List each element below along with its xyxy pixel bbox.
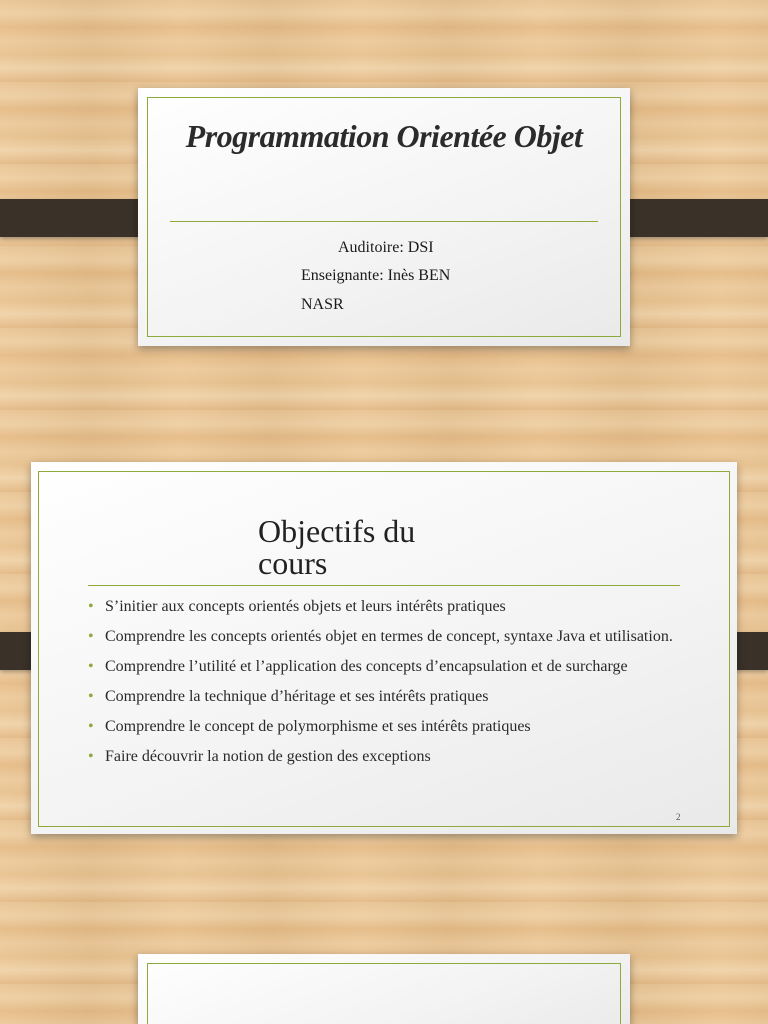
bullet-dot-icon: • <box>88 628 94 645</box>
slide-2-title <box>258 515 458 579</box>
ribbon-right-1 <box>612 199 768 237</box>
bullet-dot-icon: • <box>88 688 94 705</box>
bullet-dot-icon: • <box>88 658 94 675</box>
slide-2-title-line-1: Objectifs du <box>258 513 416 549</box>
bullet-dot-icon: • <box>88 718 94 735</box>
slide-1-title: Programmation Orientée Objet <box>185 118 583 154</box>
slide-3[interactable] <box>138 954 630 1024</box>
ribbon-left-1 <box>0 199 156 237</box>
list-item: • S’initier aux concepts orientés objets et leurs intérêts pratiques <box>88 598 506 615</box>
list-item: • Comprendre les concepts orientés objet en termes de concept, syntaxe Java et utilisation. <box>88 628 673 645</box>
list-item: • Comprendre le concept de polymorphisme et ses intérêts pratiques <box>88 718 531 735</box>
slide-1-audience: Auditoire: DSI <box>338 239 434 256</box>
slide-3-frame <box>147 963 621 1024</box>
slide-1-teacher-surname: NASR <box>301 296 344 313</box>
slide-2-page-number: 2 <box>676 812 681 822</box>
objectives-list <box>86 596 686 776</box>
bullet-dot-icon: • <box>88 748 94 765</box>
slide-2-rule <box>88 585 680 586</box>
list-item: • Comprendre la technique d’héritage et ses intérêts pratiques <box>88 688 489 705</box>
slide-1-rule <box>170 221 598 222</box>
slide-2-title-line-2: cours <box>258 545 328 581</box>
list-item: • Comprendre l’utilité et l’application des concepts d’encapsulation et de surcharge <box>88 658 628 675</box>
slide-1-teacher: Enseignante: Inès BEN <box>301 267 451 284</box>
bullet-dot-icon: • <box>88 598 94 615</box>
list-item: • Faire découvrir la notion de gestion des exceptions <box>88 748 431 765</box>
